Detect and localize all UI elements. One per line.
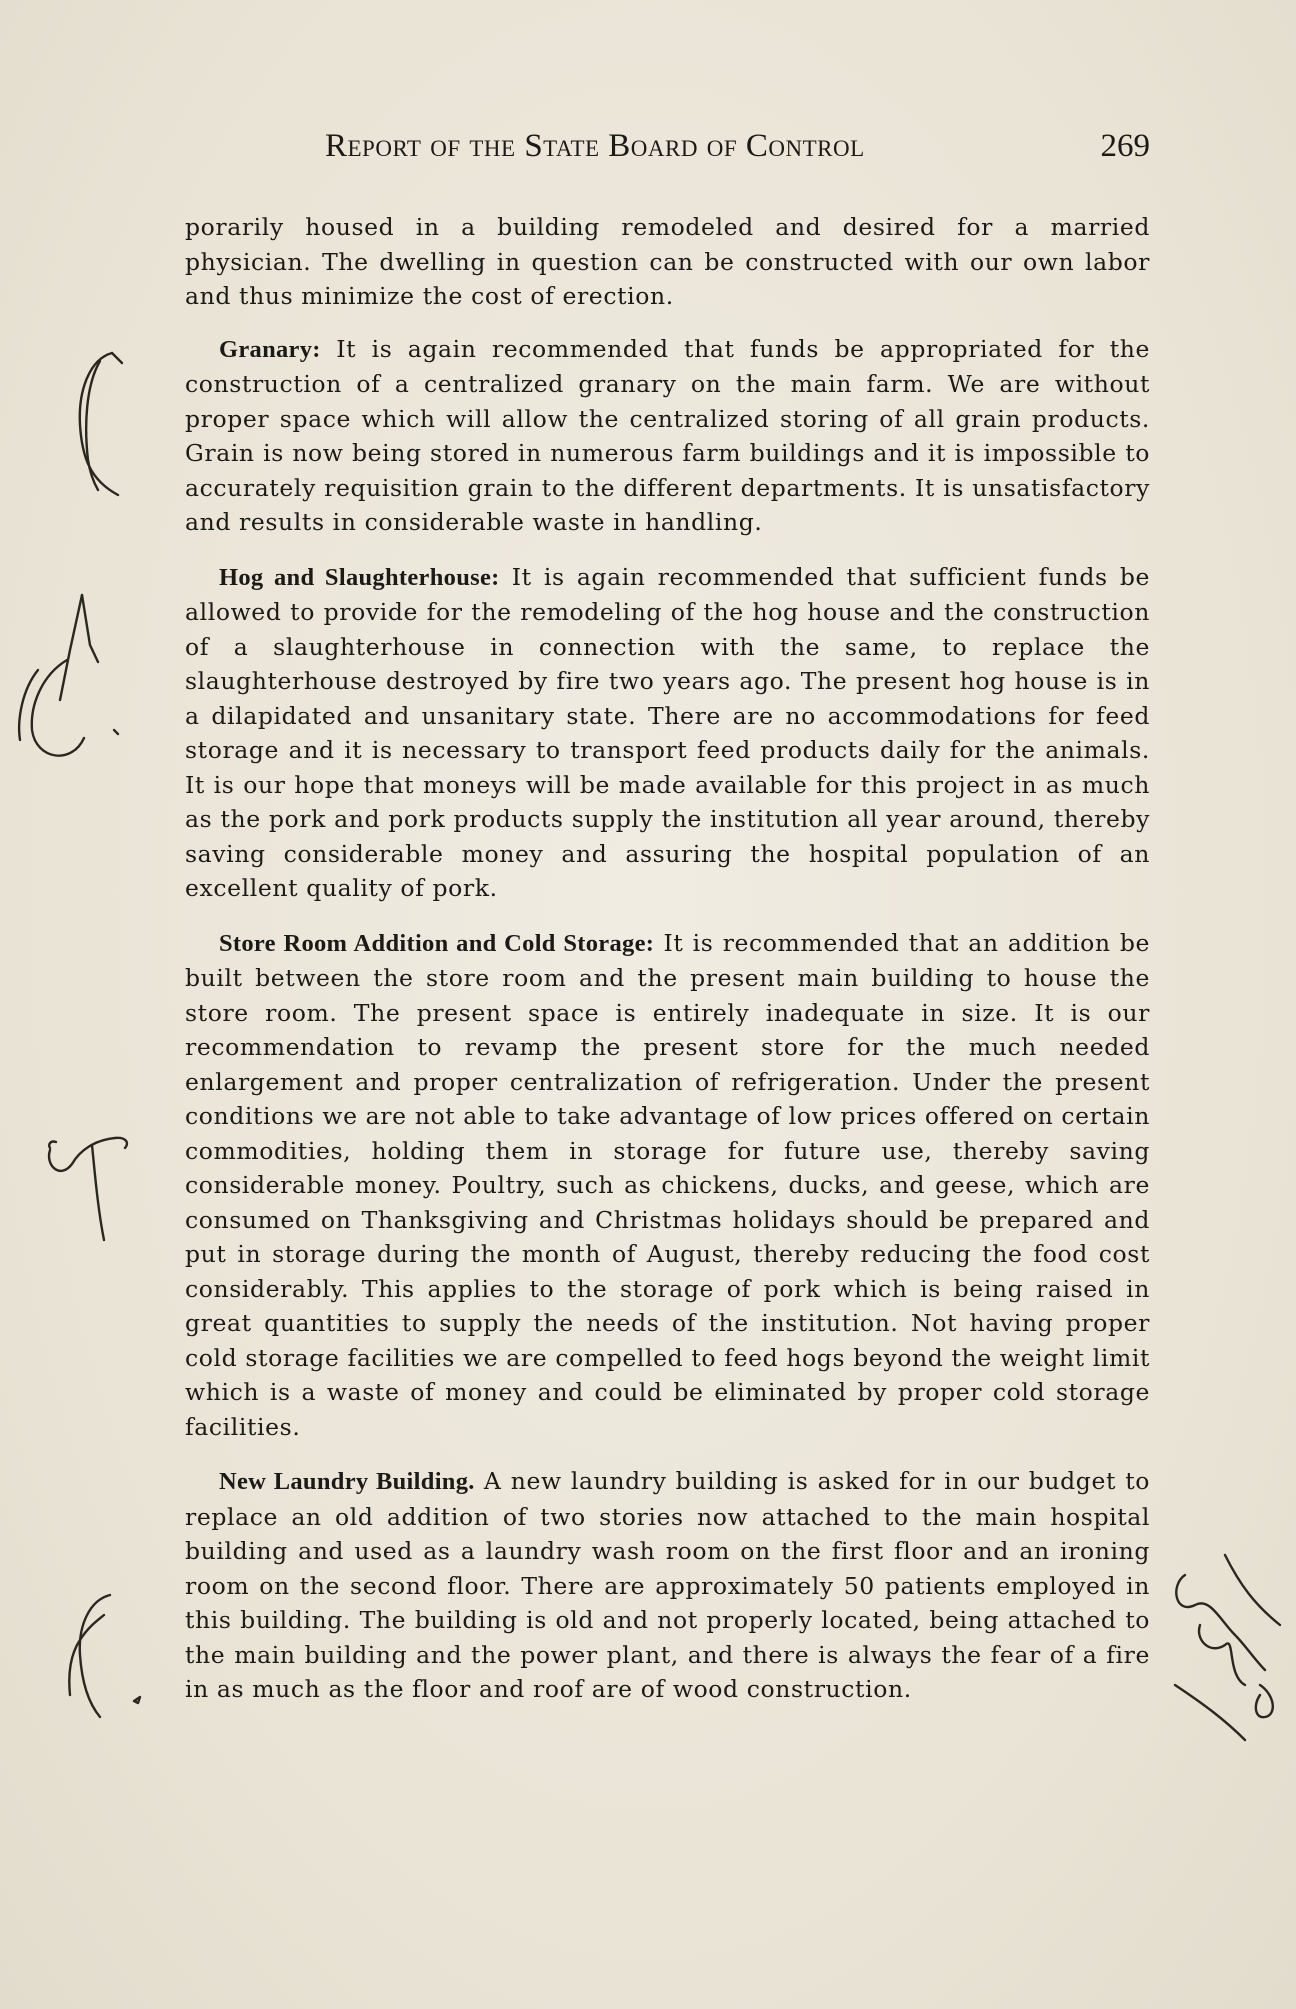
paragraph-granary <box>185 332 1150 540</box>
paragraph-heading: Store Room Addition and Cold Storage: <box>219 929 655 957</box>
paragraph-store-room <box>185 926 1150 1445</box>
body-text <box>185 210 1150 1727</box>
handwritten-t-mark <box>40 1120 140 1254</box>
paragraph-text: porarily housed in a building remodeled and desired for a married physician. The dwelling in question can be constructed with our own labor and thus minimize the cost of erection. <box>185 213 1150 310</box>
paragraph-text: A new laundry building is asked for in our budget to replace an old addition of two stories now attached to the main hospital building and used as a laundry wash room on the first floor and an ironing room on the second floor. There are approximately 50 patients employed in this building. The building is old and not properly located, being attached to the main building and the power plant, and there is always the fear of a fire in as much as the floor and roof are of wood construction. <box>185 1467 1151 1703</box>
handwritten-note-mark <box>1165 1545 1285 1749</box>
handwritten-c-mark <box>60 345 130 509</box>
paragraph-heading: Granary: <box>219 335 321 363</box>
paragraph-text: It is again recommended that sufficient funds be allowed to provide for the remodeling of the hog house and the construction of a slaughterhouse in connection with the same, to replace the slaughterhouse destroyed by fire two years ago. The present hog house is in a dilapidated and unsanitary state. There are no accommodations for feed storage and it is necessary to transport feed products daily for the animals. It is our hope that moneys will be made available for this project in as much as the pork and pork products supply the institution all year around, thereby saving considerable money and assuring the hospital population of an excellent quality of pork. <box>185 562 1150 902</box>
running-head: Report of the State Board of Control <box>325 128 865 164</box>
page-number: 269 <box>1100 128 1150 164</box>
paragraph-continuation <box>185 210 1150 314</box>
paragraph-laundry <box>185 1464 1150 1707</box>
paragraph-text: It is again recommended that funds be appropriated for the construction of a centralized granary on the main farm. We are without proper space which will allow the centralized storing of all grain products. Grain is now being stored in numerous farm buildings and it is impossible to accurately requisition grain to the different departments. It is unsatisfactory and results in considerable waste in handling. <box>185 334 1150 536</box>
page-header <box>325 128 1150 178</box>
handwritten-r-mark <box>40 1585 160 1729</box>
paragraph-hog-slaughterhouse <box>185 560 1150 906</box>
handwritten-ac-mark <box>12 590 122 784</box>
paragraph-heading: New Laundry Building. <box>219 1468 475 1495</box>
paragraph-text: It is recommended that an addition be built between the store room and the present main building to house the store room. The present space is entirely inadequate in size. It is our recommendation to revamp the present store for the much needed enlargement and proper centralization of refrigeration. Under the present conditions we are not able to take advantage of low prices offered on certain commodities, holding them in storage for future use, thereby saving considerable money. Poultry, such as chickens, ducks, and geese, which are consumed on Thanksgiving and Christmas holidays should be prepared and put in storage during the month of August, thereby reducing the food cost considerably. This applies to the storage of pork which is being raised in great quantities to supply the needs of the institution. Not having proper cold storage facilities we are compelled to feed hogs beyond the weight limit which is a waste of money and could be eliminated by proper cold storage facilities. <box>185 928 1150 1441</box>
paragraph-heading: Hog and Slaughterhouse: <box>219 563 500 591</box>
